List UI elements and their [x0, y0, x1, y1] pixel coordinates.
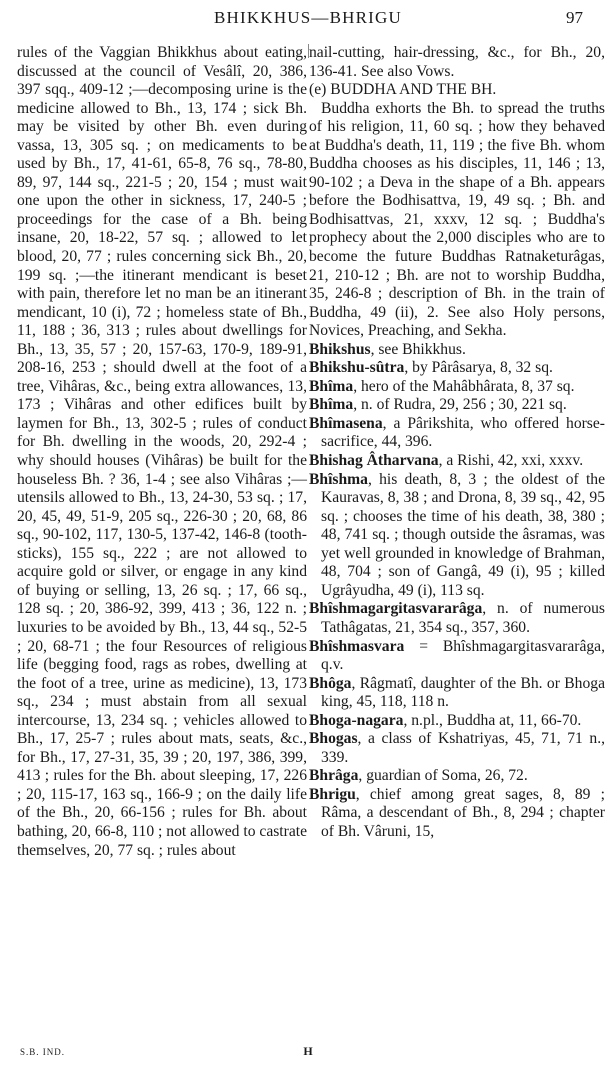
index-entry — [309, 786, 605, 842]
entry-text: , see Bhikkhus. — [370, 340, 466, 358]
entry-headword: Bhôga — [309, 674, 352, 692]
entry-text: , chief among great sages, 8, 89 ; Râma, a descendant of Bh., 8, 294 ; chapter of Bh. Vâruni, 15, — [321, 785, 605, 840]
footer-signature-mark: H — [303, 1044, 313, 1058]
entry-text: , guardian of Soma, 26, 72. — [358, 767, 528, 785]
left-column — [17, 44, 307, 860]
index-entry — [309, 638, 605, 675]
index-entry — [309, 452, 605, 471]
section-text: Buddha exhorts the Bh. to spread the truths of his religion, 11, 60 sq. ; how they behaved at Buddha's death, 11, 119 ; the five Bh. whom Buddha chooses as his disciples, 11, 146 ; 13, 90-102 ; a Deva in the shape of a Bh. appears before the Bodhisattva, 19, 49 sq. ; Bh. and Bodhisattvas, 21, xxxv, 12 sq. ; Buddha's prophecy about the 2,000 disciples who are to become the future Buddhas Ratnaketurâgas, 21, 210-12 ; Bh. are not to worship Buddha, 35, 246-8 ; description of Bh. in the train of Buddha, 49 (ii), 2. See also Holy persons, Novices, Preaching, and Sekha. — [309, 99, 605, 340]
entry-headword: Bhîshmagargitasvararâga — [309, 600, 483, 618]
section-heading: (e) BUDDHA AND THE BH. — [309, 81, 497, 99]
entry-text: , by Pârâsarya, 8, 32 sq. — [404, 359, 553, 377]
entry-headword: Bhîshma — [309, 470, 368, 488]
entry-text: , a Rishi, 42, xxi, xxxv. — [438, 452, 584, 470]
index-entries — [309, 341, 605, 842]
entry-text: = Bhîshmagargitasvararâga, q.v. — [321, 637, 605, 674]
entry-text: , a Pârikshita, who offered horse-sacrifice, 44, 396. — [321, 414, 605, 451]
index-entry — [309, 341, 605, 360]
index-entry — [309, 378, 605, 397]
entry-text: , n. of Rudra, 29, 256 ; 30, 221 sq. — [353, 396, 567, 414]
entry-text: , Râgmatî, daughter of the Bh. or Bhoga king, 45, 118, 118 n. — [321, 674, 605, 711]
right-column — [309, 44, 605, 842]
entry-headword: Bhrâga — [309, 767, 359, 785]
entry-headword: Bhoga-nagara — [309, 711, 404, 729]
entry-headword: Bhrigu — [309, 785, 356, 803]
entry-headword: Bhikshu-sûtra — [309, 359, 405, 377]
index-entry — [309, 675, 605, 712]
entry-headword: Bhikshus — [309, 340, 371, 358]
entry-text: , n. of numerous Tathâgatas, 21, 354 sq., 357, 360. — [321, 600, 605, 636]
entry-text: , his death, 8, 3 ; the oldest of the Kauravas, 8, 38 ; and Drona, 8, 39 sq., 42, 95 sq. ; chooses the time of his death, 38, 380 ; 48, 741 sq. ; though outside the âsramas, was yet well grounded in knowledge of Brahman, 48, 704 ; son of Gangâ, 49 (i), 95 ; killed Ugrâyudha, 49 (i), 113 sq. — [321, 470, 605, 599]
entry-headword: Bhîmasena — [309, 414, 383, 432]
index-entry — [309, 600, 605, 637]
entry-headword: Bhîma — [309, 396, 354, 414]
footer-signature-line: S.B. IND. — [20, 1047, 66, 1057]
running-head: BHIKKHUS—BHRIGU — [213, 8, 402, 27]
entry-text: rules of the Vaggian Bhikkhus about eating, discussed at the council of Vesâlî, 20, 386, 397 sqq., 409-12 ;—decomposing urine is the medicine allowed to Bh., 13, 174 ; sick Bh. may be visited by other Bh. even during vassa, 13, 305 sq. ; on medicaments to be used by Bh., 17, 41-61, 65-8, 76 sq., 78-80, 89, 97, 144 sq., 221-5 ; 20, 154 ; must wait one upon the other in sickness, 17, 240-5 ; proceedings for the case of a Bh. being insane, 20, 18-22, 57 sq. ; allowed to let blood, 20, 77 ; rules concerning sick Bh., 20, 199 sq. ;—the itinerant mendicant is beset with pain, therefore let no man be an itinerant mendicant, 10 (i), 72 ; homeless state of Bh., 11, 188 ; 36, 313 ; rules about dwellings for Bh., 13, 35, 57 ; 20, 157-63, 170-9, 189-91, 208-16, 253 ; should dwell at the foot of a tree, Vihâras, &c., being extra allowances, 13, 173 ; Vihâras and other edifices built by laymen for Bh., 13, 302-5 ; rules of conduct for Bh. dwelling in the woods, 20, 292-4 ; why should houses (Vihâras) be built for the houseless Bh. ? 36, 1-4 ; see also Vihâras ;—utensils allowed to Bh., 13, 24-30, 53 sq. ; 17, 20, 45, 49, 51-9, 205 sq., 226-30 ; 20, 68, 86 sq., 90-102, 117, 130-5, 137-42, 146-8 (tooth-sticks), 155 sq., 222 ; are not allowed to acquire gold or silver, or engage in any kind of buying or selling, 13, 26 sq. ; 17, 66 sq., 128 sq. ; 20, 386-92, 399, 413 ; 36, 122 n. ; luxuries to be avoided by Bh., 13, 44 sq., 52-5 ; 20, 68-71 ; the four Resources of religious life (begging food, rags as robes, dwelling at the foot of a tree, urine as medicine), 13, 173 sq., 234 ; must abstain from all sexual intercourse, 13, 234 sq. ; vehicles allowed to Bh., 17, 25-7 ; rules about mats, seats, &c., for Bh., 17, 27-31, 35, 39 ; 20, 197, 386, 399, 413 ; rules for the Bh. about sleeping, 17, 226 ; 20, 115-17, 163 sq., 166-9 ; on the daily life of the Bh., 20, 66-156 ; rules for Bh. about bathing, 20, 66-8, 110 ; not allowed to castrate themselves, 20, 77 sq. ; rules about — [17, 44, 308, 859]
entry-headword: Bhogas — [309, 730, 358, 748]
page-header — [0, 8, 616, 34]
index-entry — [309, 396, 605, 415]
entry-headword: Bhishag Âtharvana — [309, 452, 439, 470]
index-entry — [309, 712, 605, 731]
continuation-text: nail-cutting, hair-dressing, &c., for Bh., 20, 136-41. See also Vows. — [309, 44, 605, 80]
entry-text: , a class of Kshatriyas, 45, 71, 71 n., 339. — [321, 730, 605, 766]
entry-headword: Bhîma — [309, 377, 354, 395]
index-entry — [309, 359, 605, 378]
index-entry — [309, 415, 605, 452]
page-number: 97 — [566, 8, 583, 27]
index-entry — [309, 767, 605, 786]
entry-text: , hero of the Mahâbhârata, 8, 37 sq. — [353, 377, 575, 395]
entry-text: , n.pl., Buddha at, 11, 66-70. — [403, 711, 582, 729]
index-entry — [309, 471, 605, 601]
index-entry — [309, 730, 605, 767]
entry-headword: Bhîshmasvara — [309, 637, 405, 655]
